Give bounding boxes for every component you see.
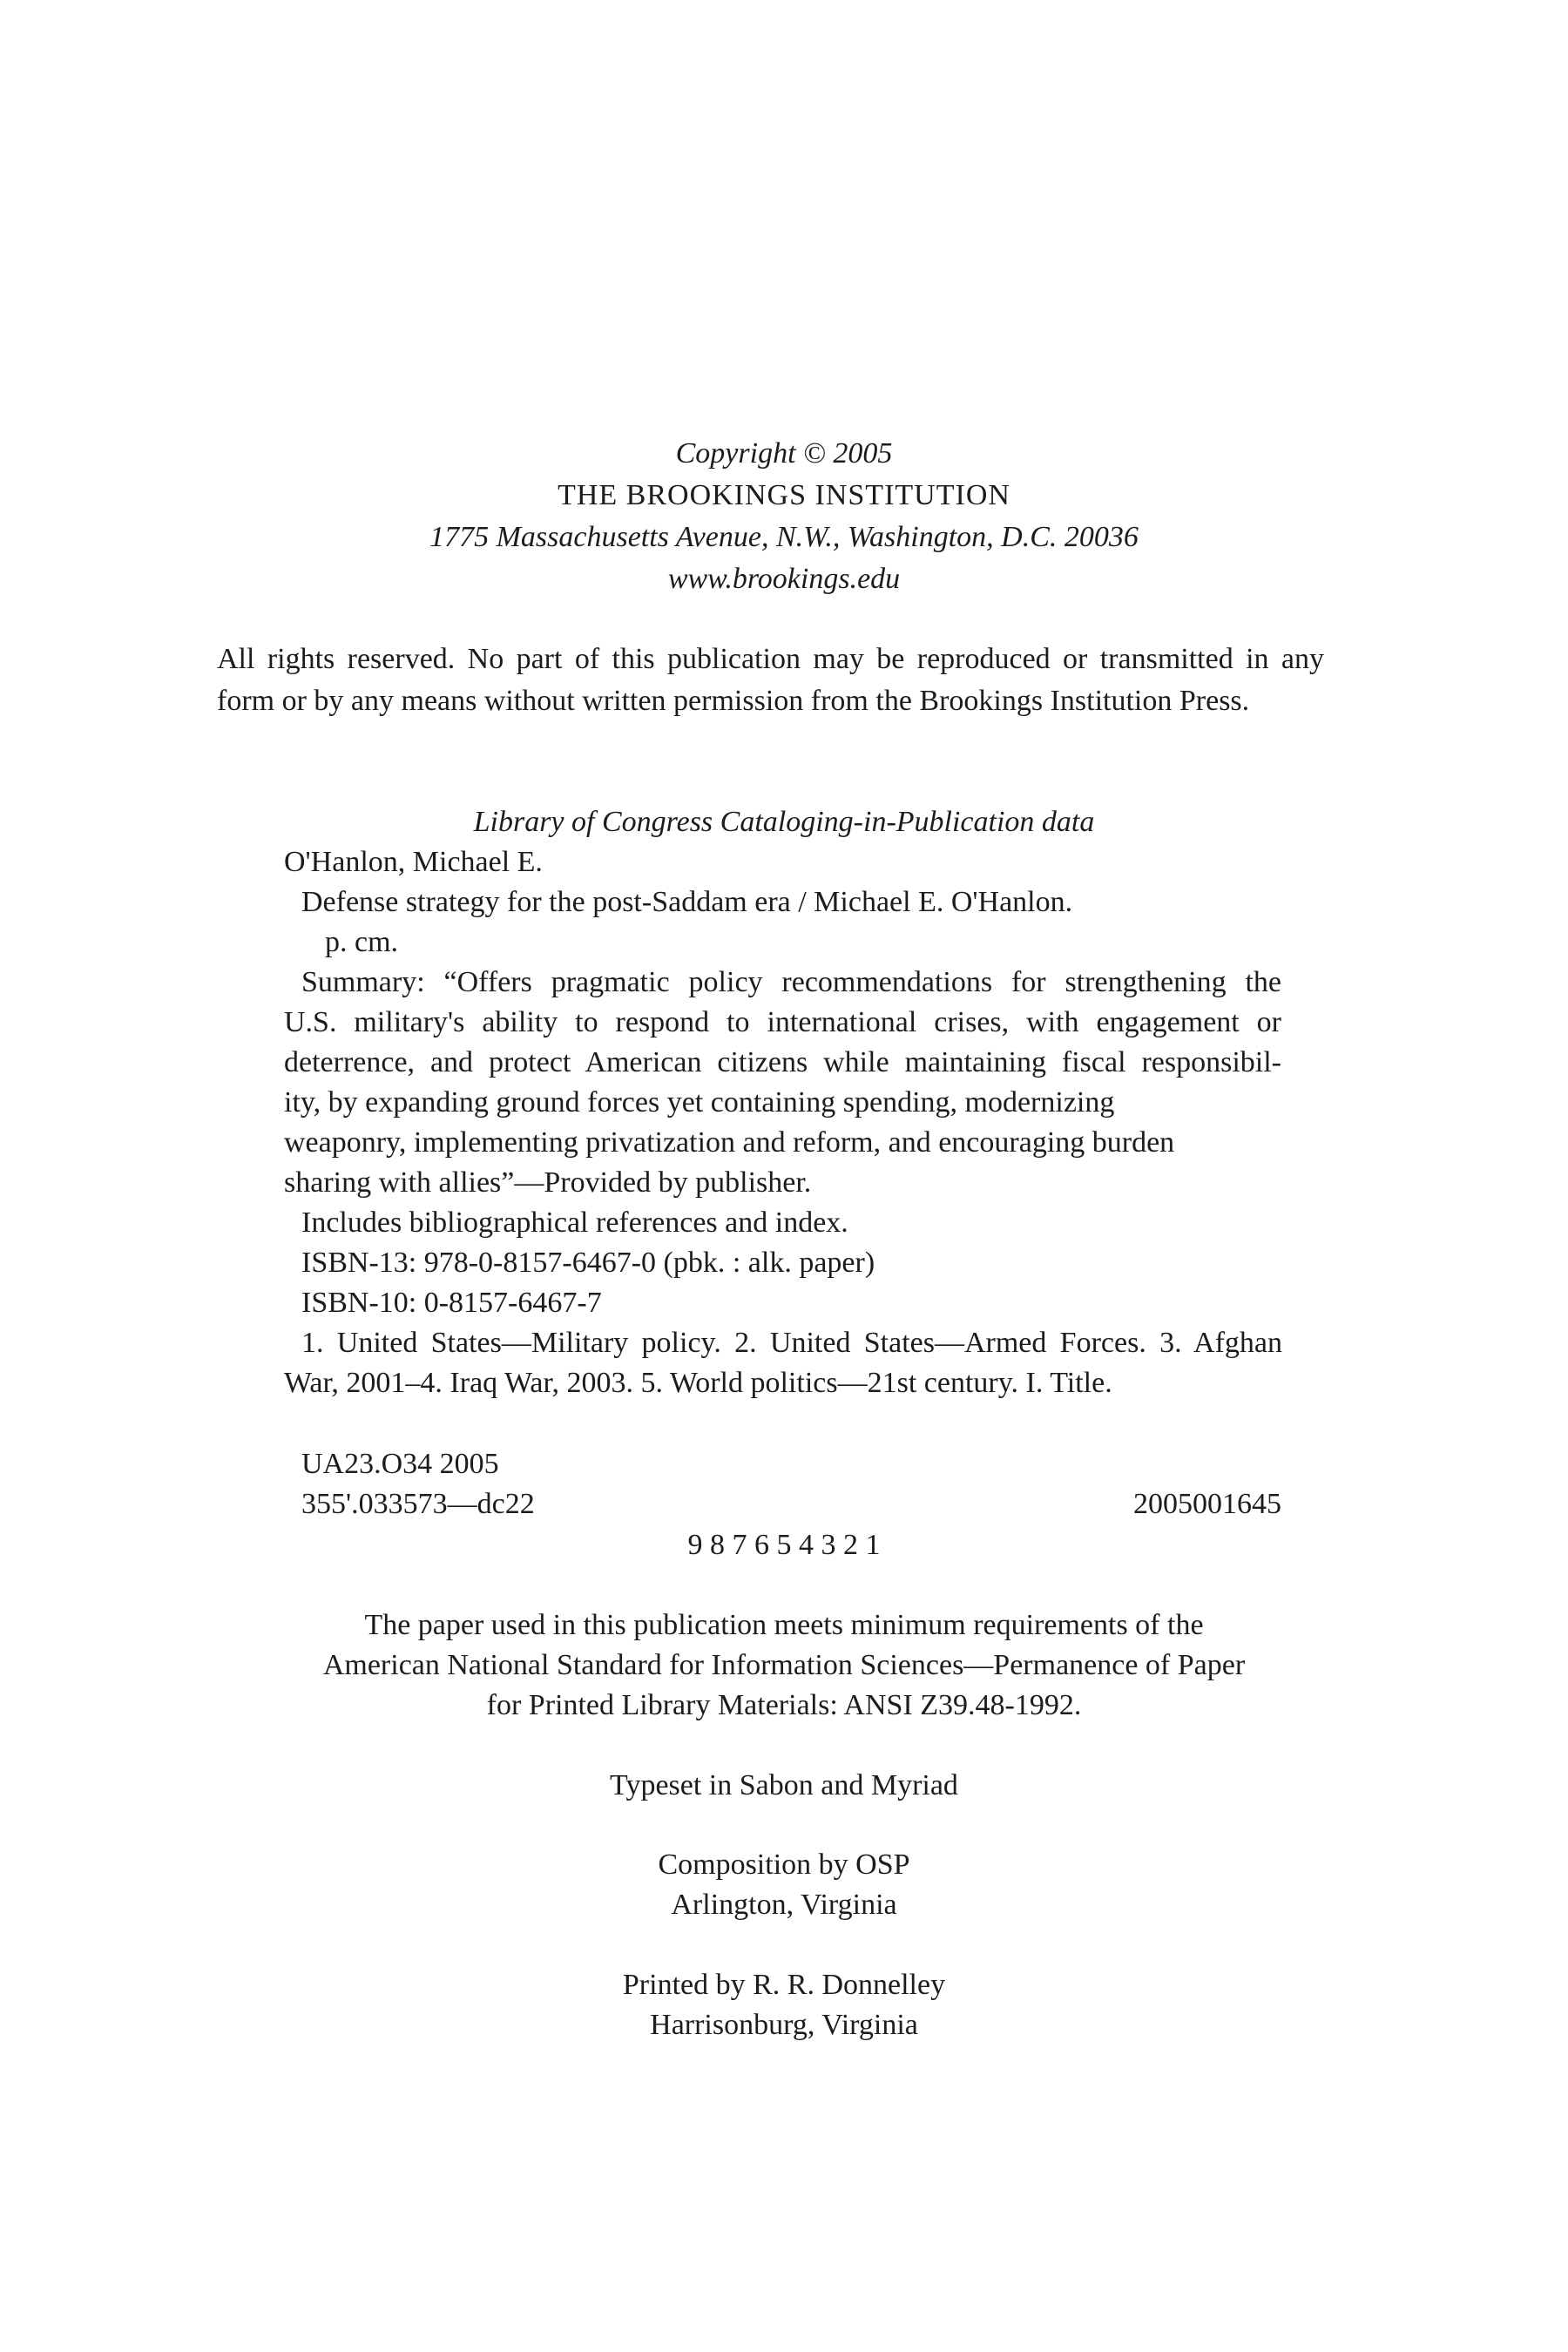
rights-line-1: All rights reserved. No part of this publication may be reproduced or transmitted in any (217, 643, 1324, 675)
rights-line-2: form or by any means without written permission from the Brookings Institution Press. (217, 685, 1250, 717)
cip-summary-line-4: ity, by expanding ground forces yet containing spending, modernizing (284, 1086, 1115, 1119)
cip-pages: p. cm. (325, 926, 399, 958)
cip-lccn: 2005001645 (1133, 1488, 1281, 1520)
publisher-address: 1775 Massachusetts Avenue, N.W., Washington, D.C. 20036 (429, 521, 1139, 553)
paper-notice-line-1: The paper used in this publication meets minimum requirements of the (364, 1609, 1204, 1641)
printing-line: 9 8 7 6 5 4 3 2 1 (687, 1529, 881, 1561)
cip-summary-line-6: sharing with allies”—Provided by publisher. (284, 1166, 812, 1199)
cip-dewey-number: 355'.033573—dc22 (301, 1488, 535, 1520)
printer-place: Harrisonburg, Virginia (650, 2009, 918, 2041)
cip-summary-line-3: deterrence, and protect American citizens while maintaining fiscal responsibil- (284, 1046, 1281, 1078)
cip-summary-line-2: U.S. military's ability to respond to international crises, with engagement or (284, 1006, 1281, 1038)
composition-place: Arlington, Virginia (671, 1889, 897, 1921)
cip-isbn13: ISBN-13: 978-0-8157-6467-0 (pbk. : alk. paper) (301, 1247, 875, 1279)
cip-author: O'Hanlon, Michael E. (284, 846, 543, 878)
cip-summary-line-5: weaponry, implementing privatization and reform, and encouraging burden (284, 1126, 1175, 1159)
publisher-website: www.brookings.edu (667, 563, 901, 595)
typeset-credit: Typeset in Sabon and Myriad (610, 1769, 958, 1801)
printer-credit: Printed by R. R. Donnelley (622, 1969, 946, 2001)
cip-summary-line-1: Summary: “Offers pragmatic policy recommendations for strengthening the (301, 966, 1281, 998)
cip-heading: Library of Congress Cataloging-in-Publication data (473, 806, 1095, 838)
cip-isbn10: ISBN-10: 0-8157-6467-7 (301, 1287, 602, 1319)
paper-notice-line-2: American National Standard for Information Sciences—Permanence of Paper (322, 1649, 1246, 1681)
cip-lc-call-number: UA23.O34 2005 (301, 1448, 499, 1480)
composition-credit: Composition by OSP (658, 1848, 910, 1881)
cip-title-line: Defense strategy for the post-Saddam era / Michael E. O'Hanlon. (301, 886, 1073, 918)
cip-subjects-line-2: War, 2001–4. Iraq War, 2003. 5. World politics—21st century. I. Title. (284, 1367, 1112, 1399)
cip-subjects-line-1: 1. United States—Military policy. 2. United States—Armed Forces. 3. Afghan (301, 1327, 1282, 1359)
paper-notice-line-3: for Printed Library Materials: ANSI Z39.48-1992. (486, 1689, 1082, 1721)
institution-name: THE BROOKINGS INSTITUTION (558, 479, 1010, 511)
cip-bibliography: Includes bibliographical references and index. (301, 1206, 848, 1239)
copyright-line: Copyright © 2005 (675, 437, 893, 470)
